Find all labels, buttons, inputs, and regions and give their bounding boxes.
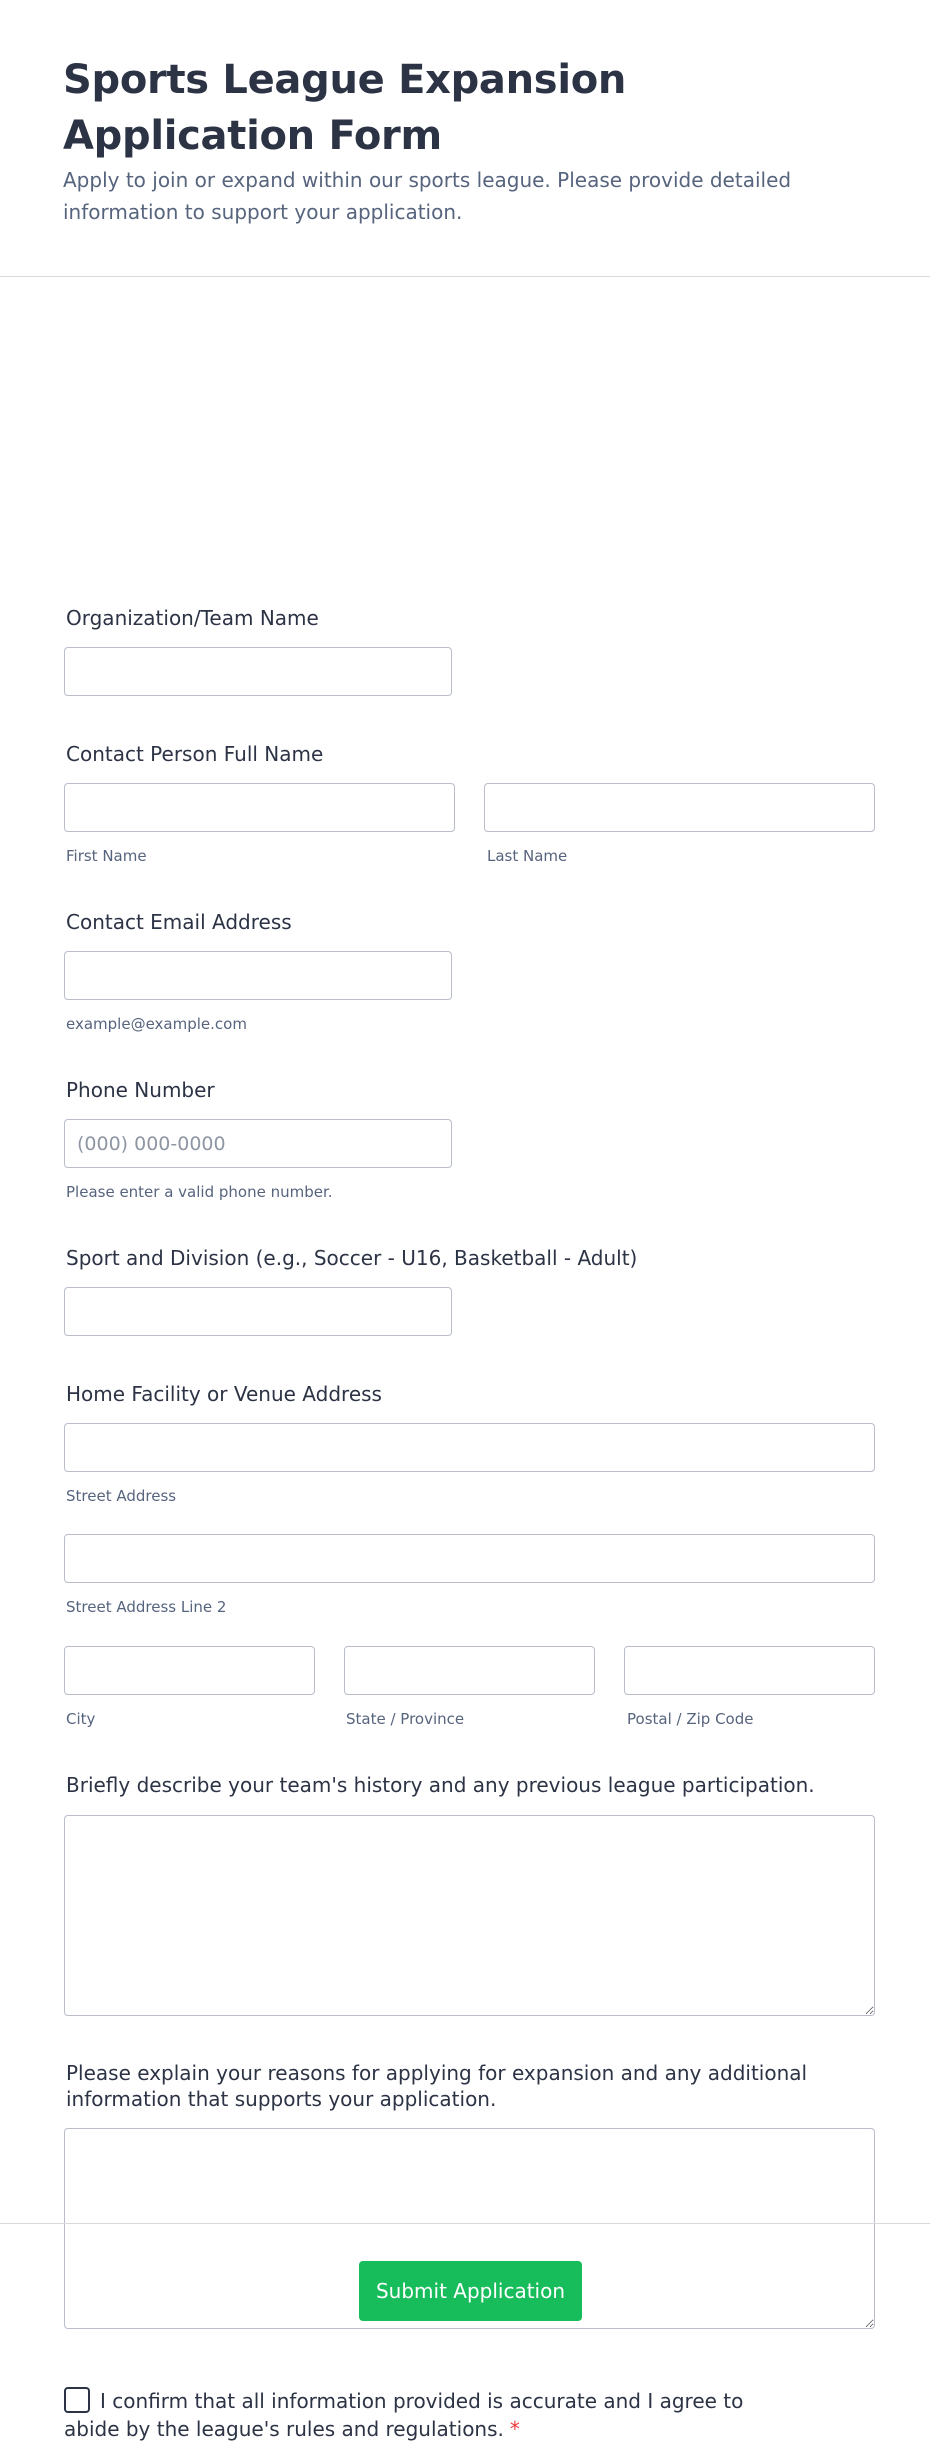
history-textarea[interactable] bbox=[64, 1815, 875, 2016]
required-asterisk: * bbox=[509, 2417, 520, 2441]
form-subtitle: Apply to join or expand within our sports league. Please provide detailed information to support your application. bbox=[63, 168, 792, 224]
consent-label[interactable]: I confirm that all information provided is accurate and I agree to abide by the league's rules and regulations. bbox=[64, 2389, 744, 2441]
form-title: Sports League Expansion Application Form bbox=[63, 57, 627, 159]
first-name-input[interactable] bbox=[64, 783, 455, 832]
street-address-line2-sublabel: Street Address Line 2 bbox=[66, 1598, 227, 1616]
street-address-input[interactable] bbox=[64, 1423, 875, 1472]
reasons-label: Please explain your reasons for applying for expansion and any additional information that supports your application. bbox=[66, 2061, 808, 2111]
sport-division-input[interactable] bbox=[64, 1287, 452, 1336]
submit-application-button[interactable]: Submit Application bbox=[359, 2261, 582, 2321]
street-address-line2-input[interactable] bbox=[64, 1534, 875, 1583]
form-footer bbox=[0, 2223, 930, 2370]
street-address-sublabel: Street Address bbox=[66, 1487, 177, 1505]
consent-checkbox[interactable] bbox=[64, 2387, 90, 2413]
phone-label: Phone Number bbox=[66, 1078, 215, 1102]
state-input[interactable] bbox=[344, 1646, 595, 1695]
city-input[interactable] bbox=[64, 1646, 315, 1695]
email-label: Contact Email Address bbox=[66, 910, 292, 934]
contact-name-label: Contact Person Full Name bbox=[66, 742, 324, 766]
city-sublabel: City bbox=[66, 1710, 96, 1728]
phone-input[interactable] bbox=[64, 1119, 452, 1168]
first-name-sublabel: First Name bbox=[66, 847, 147, 865]
history-label: Briefly describe your team's history and any previous league participation. bbox=[66, 1773, 815, 1797]
sport-division-label: Sport and Division (e.g., Soccer - U16, Basketball - Adult) bbox=[66, 1246, 638, 1270]
last-name-sublabel: Last Name bbox=[487, 847, 568, 865]
email-sublabel: example@example.com bbox=[66, 1015, 247, 1033]
consent-row bbox=[64, 2387, 784, 2443]
org-name-input[interactable] bbox=[64, 647, 452, 696]
form-header bbox=[0, 0, 930, 277]
org-name-label: Organization/Team Name bbox=[66, 606, 319, 630]
address-label: Home Facility or Venue Address bbox=[66, 1382, 382, 1406]
zip-input[interactable] bbox=[624, 1646, 875, 1695]
state-sublabel: State / Province bbox=[346, 1710, 465, 1728]
phone-sublabel: Please enter a valid phone number. bbox=[66, 1183, 333, 1201]
email-input[interactable] bbox=[64, 951, 452, 1000]
zip-sublabel: Postal / Zip Code bbox=[627, 1710, 754, 1728]
last-name-input[interactable] bbox=[484, 783, 875, 832]
